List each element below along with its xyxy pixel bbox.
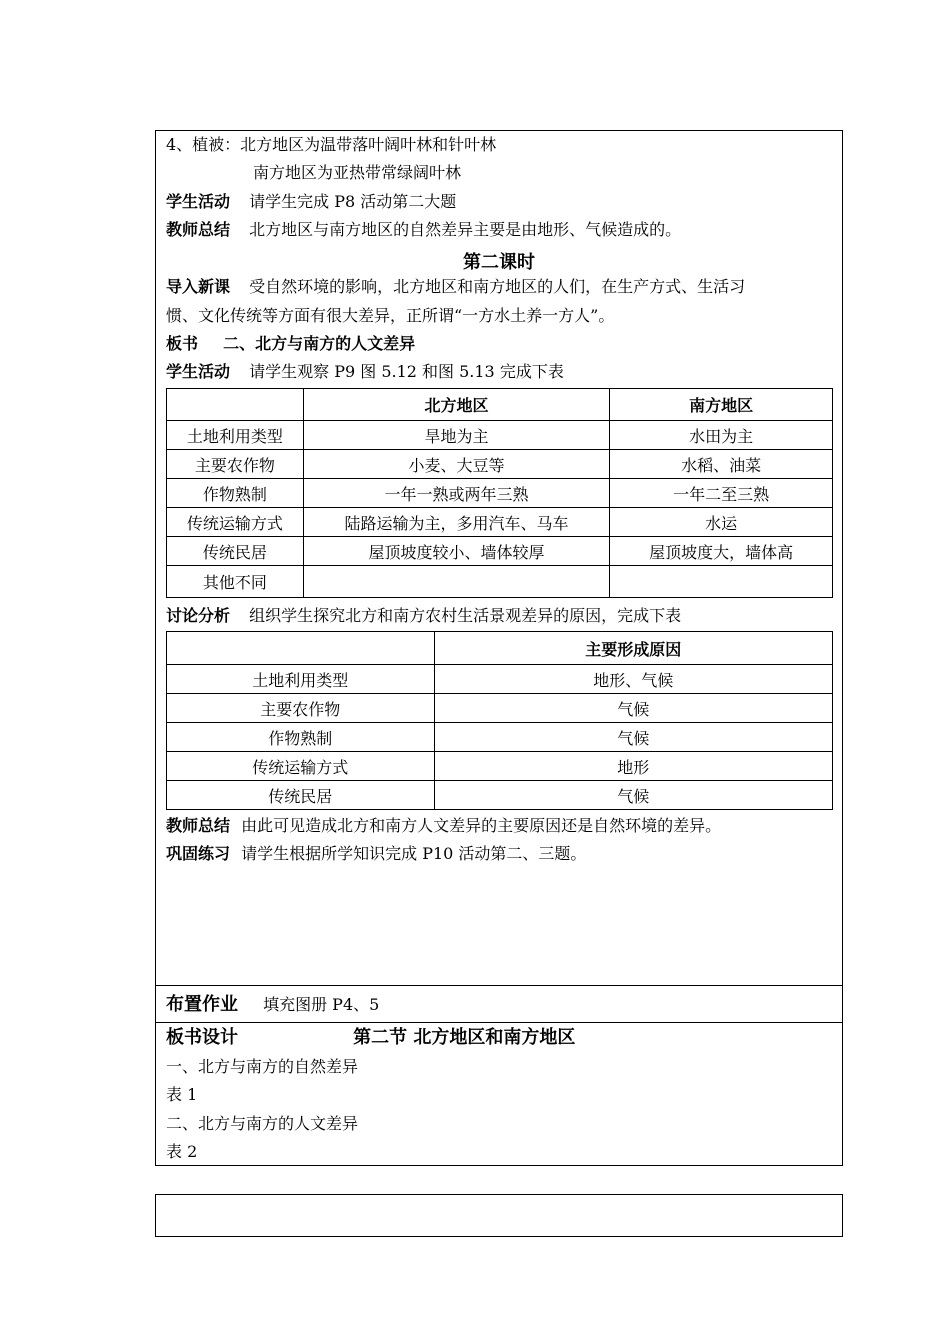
table-row — [167, 781, 833, 810]
intro-line-1 — [166, 276, 745, 298]
table-cell: 一年二至三熟 — [610, 479, 833, 508]
teacher-summary-1 — [166, 219, 681, 241]
table-cell: 屋顶坡度较小、墙体较厚 — [303, 537, 610, 566]
table-row — [167, 752, 833, 781]
table-header-cell: 北方地区 — [303, 389, 610, 421]
table-row — [167, 537, 833, 566]
table-cell: 作物熟制 — [167, 479, 304, 508]
intro-text-1: 受自然环境的影响，北方地区和南方地区的人们，在生产方式、生活习 — [249, 277, 746, 296]
table-header-cell: 主要形成原因 — [434, 632, 832, 665]
teacher-summary-2 — [166, 815, 721, 837]
table-row — [167, 665, 833, 694]
homework-label: 布置作业 — [166, 994, 238, 1015]
homework-section — [155, 985, 843, 1023]
table-cell — [303, 566, 610, 598]
board-design-header — [166, 1027, 575, 1049]
board-heading — [166, 333, 415, 355]
table-header-row — [167, 389, 833, 421]
board-design-section — [155, 1022, 843, 1166]
student-activity-2-label: 学生活动 — [166, 362, 231, 381]
table-cell: 主要农作物 — [167, 694, 435, 723]
table-cell: 小麦、大豆等 — [303, 450, 610, 479]
teacher-summary-text: 北方地区与南方地区的自然差异主要是由地形、气候造成的。 — [249, 220, 682, 239]
table-cell: 气候 — [434, 694, 832, 723]
table-cell — [610, 566, 833, 598]
vegetation-line-2: 南方地区为亚热带常绿阔叶林 — [253, 163, 462, 182]
table-row — [167, 421, 833, 450]
board-label: 板书 — [166, 334, 199, 353]
discussion-text: 组织学生探究北方和南方农村生活景观差异的原因，完成下表 — [249, 606, 682, 625]
student-activity-1 — [166, 191, 456, 213]
board-text: 二、北方与南方的人文差异 — [223, 334, 416, 353]
practice — [166, 843, 586, 865]
lesson-2-title: 第二课时 — [463, 252, 535, 273]
table-row — [167, 723, 833, 752]
table-row — [167, 694, 833, 723]
board-design-line-3: 二、北方与南方的人文差异 — [166, 1114, 359, 1133]
table-cell: 传统运输方式 — [167, 508, 304, 537]
table-header-cell — [167, 632, 435, 665]
table-cell: 水稻、油菜 — [610, 450, 833, 479]
vegetation-line-1: 4、植被：北方地区为温带落叶阔叶林和针叶林 — [166, 135, 497, 154]
table-cell: 地形、气候 — [434, 665, 832, 694]
table-cell: 陆路运输为主，多用汽车、马车 — [303, 508, 610, 537]
empty-box — [155, 1194, 843, 1237]
table-cell: 气候 — [434, 723, 832, 752]
teacher-summary-2-text: 由此可见造成北方和南方人文差异的主要原因还是自然环境的差异。 — [241, 816, 722, 835]
table-cell: 传统民居 — [167, 781, 435, 810]
table-row — [167, 450, 833, 479]
table-row — [167, 508, 833, 537]
student-activity-2 — [166, 361, 564, 383]
table-header-cell: 南方地区 — [610, 389, 833, 421]
board-design-line-4: 表 2 — [166, 1142, 198, 1161]
causes-table — [166, 631, 833, 810]
homework-text: 填充图册 P4、5 — [263, 995, 380, 1014]
table-cell: 气候 — [434, 781, 832, 810]
table-cell: 主要农作物 — [167, 450, 304, 479]
teacher-summary-2-label: 教师总结 — [166, 816, 231, 835]
table-header-row — [167, 632, 833, 665]
table-cell: 屋顶坡度大，墙体高 — [610, 537, 833, 566]
student-activity-2-text: 请学生观察 P9 图 5.12 和图 5.13 完成下表 — [249, 362, 564, 381]
table-cell: 水运 — [610, 508, 833, 537]
board-design-line-2: 表 1 — [166, 1085, 198, 1104]
board-design-label: 板书设计 — [166, 1027, 238, 1048]
table-cell: 水田为主 — [610, 421, 833, 450]
student-activity-text: 请学生完成 P8 活动第二大题 — [249, 192, 457, 211]
board-design-line-1: 一、北方与南方的自然差异 — [166, 1057, 359, 1076]
homework-line — [166, 994, 379, 1016]
intro-label: 导入新课 — [166, 277, 231, 296]
intro-text-2: 惯、文化传统等方面有很大差异，正所谓“一方水土养一方人”。 — [166, 306, 615, 325]
practice-label: 巩固练习 — [166, 844, 231, 863]
table-cell: 作物熟制 — [167, 723, 435, 752]
table-cell: 传统运输方式 — [167, 752, 435, 781]
practice-text: 请学生根据所学知识完成 P10 活动第二、三题。 — [241, 844, 587, 863]
table-cell: 土地利用类型 — [167, 421, 304, 450]
table-cell: 其他不同 — [167, 566, 304, 598]
table-cell: 传统民居 — [167, 537, 304, 566]
table-row — [167, 566, 833, 598]
table-header-cell — [167, 389, 304, 421]
table-cell: 土地利用类型 — [167, 665, 435, 694]
student-activity-label: 学生活动 — [166, 192, 231, 211]
board-design-heading: 第二节 北方地区和南方地区 — [353, 1027, 576, 1048]
teacher-summary-label: 教师总结 — [166, 220, 231, 239]
comparison-table — [166, 388, 833, 598]
table-row — [167, 479, 833, 508]
table-cell: 旱地为主 — [303, 421, 610, 450]
table-cell: 一年一熟或两年三熟 — [303, 479, 610, 508]
table-cell: 地形 — [434, 752, 832, 781]
discussion-analysis — [166, 605, 681, 627]
lesson-plan-content — [155, 130, 843, 985]
discussion-label: 讨论分析 — [166, 606, 231, 625]
